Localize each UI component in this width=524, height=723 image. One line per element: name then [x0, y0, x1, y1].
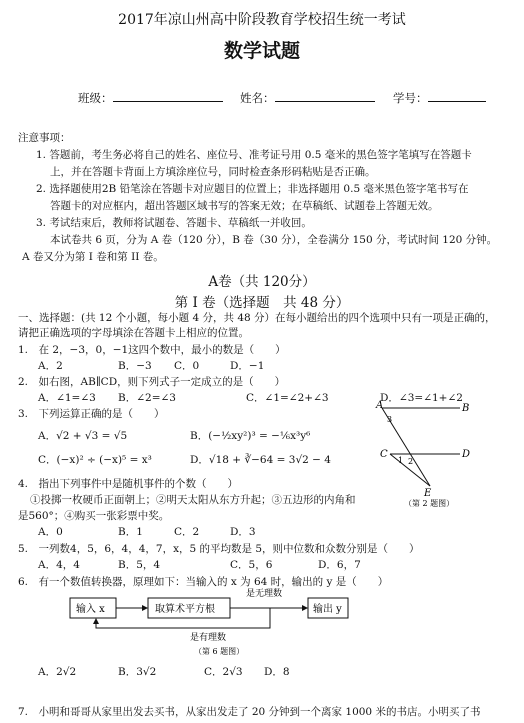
q3-stem: 3. 下列运算正确的是（ ） — [18, 408, 165, 420]
q3-option-c[interactable]: C．(−x)² ÷ (−x)⁵ = x³ — [38, 454, 152, 466]
q4-option-c[interactable]: C．2 — [174, 526, 200, 538]
q5-option-c[interactable]: C．5，6 — [230, 559, 273, 571]
angle-1: 1 — [398, 456, 404, 465]
q5-stem: 5. 一列数4，5，6，4，4，7，x，5 的平均数是 5，则中位数和众数分别是（ ） — [18, 543, 420, 555]
figure-2-caption: （第 2 题图） — [404, 499, 455, 508]
rational-label: 是有理数 — [190, 633, 227, 643]
notice-line-4: 答题卡的对应框内，超出答题区域书写的答案无效；在草稿纸、试题卷上答题无效。 — [50, 200, 439, 212]
q6-option-d[interactable]: D．8 — [264, 666, 290, 678]
notice-line-5: 3. 考试结束后，教师将试题卷、答题卡、草稿纸一并收回。 — [36, 217, 312, 229]
label-a: A — [376, 400, 384, 411]
subject-title: 数学试题 — [223, 40, 300, 62]
sqrt-text: 取算术平方根 — [155, 604, 215, 615]
q5-option-b[interactable]: B．5，4 — [118, 559, 161, 571]
q6-option-c[interactable]: C．2√3 — [204, 666, 243, 678]
q7-stem: 7. 小明和哥哥从家里出发去买书，从家出发走了 20 分钟到一个离家 1000 米的书店。小明买了书 — [18, 706, 481, 718]
notice-line-3: 2. 选择题使用2B 铅笔涂在答题卡对应题目的位置上；非选择题用 0.5 毫米黑色签字笔书写在 — [36, 183, 469, 195]
q2-stem: 2. 如右图，AB∥CD，则下列式子一定成立的是（ ） — [18, 376, 286, 388]
q6-option-a[interactable]: A．2√2 — [38, 666, 77, 678]
id-label: 学号： — [393, 91, 428, 105]
q4-events-2: 是560°；④购买一张彩票中奖。 — [18, 510, 170, 522]
notice-heading: 注意事项： — [18, 132, 71, 144]
q1-option-c[interactable]: C．0 — [174, 360, 200, 372]
q6-stem: 6. 有一个数值转换器，原理如下：当输入的 x 为 64 时，输出的 y 是（ ） — [18, 576, 389, 588]
q5-option-d[interactable]: D．6，7 — [318, 559, 361, 571]
class-field[interactable] — [78, 90, 223, 106]
label-b: B — [462, 403, 470, 414]
notice-line-6: 本试卷共 6 页，分为 A 卷（120 分），B 卷（30 分），全卷满分 150 分，考试时间 120 分钟。 — [50, 234, 498, 246]
q1-option-b[interactable]: B．−3 — [118, 360, 152, 372]
name-field[interactable] — [240, 90, 375, 106]
q2-figure — [368, 396, 508, 508]
section-a-title: A卷（共 120分） — [208, 274, 316, 290]
figure-6-caption: （第 6 题图） — [194, 647, 245, 656]
q5-option-a[interactable]: A．4，4 — [38, 559, 80, 571]
q2-option-d[interactable]: D．∠3=∠1+∠2 — [380, 392, 463, 404]
id-field[interactable] — [393, 90, 486, 106]
input-text: 输入 x — [76, 604, 105, 615]
label-d: D — [462, 449, 471, 460]
label-c: C — [380, 449, 388, 460]
notice-line-7: A 卷又分为第 I 卷和第 II 卷。 — [22, 251, 164, 263]
exam-title: 2017年凉山州高中阶段教育学校招生统一考试 — [118, 12, 406, 28]
q4-option-b[interactable]: B．1 — [118, 526, 143, 538]
q4-option-d[interactable]: D．3 — [230, 526, 256, 538]
class-label: 班级： — [78, 91, 113, 105]
section-intro-1: 一、选择题：(共 12 个小题，每小题 4 分，共 48 分）在每小题给出的四个选项中只有一项是正确的， — [18, 312, 496, 324]
q1-option-d[interactable]: D．−1 — [230, 360, 265, 372]
q4-stem: 4. 指出下列事件中是随机事件的个数（ ） — [18, 478, 239, 490]
q2-option-b[interactable]: B．∠2=∠3 — [118, 392, 176, 404]
q6-option-b[interactable]: B．3√2 — [118, 666, 157, 678]
id-blank[interactable] — [428, 91, 486, 102]
q1-option-a[interactable]: A．2 — [38, 360, 63, 372]
q4-events-1: ①投掷一枚硬币正面朝上；②明天太阳从东方升起；③五边形的内角和 — [30, 494, 356, 506]
name-label: 姓名： — [240, 91, 275, 105]
q1-stem: 1. 在 2，−3，0，−1这四个数中，最小的数是（ ） — [18, 344, 286, 356]
label-e: E — [424, 488, 432, 499]
part-1-title: 第 I 卷（选择题 共 48 分） — [174, 295, 350, 311]
q2-option-a[interactable]: A．∠1=∠3 — [38, 392, 96, 404]
class-blank[interactable] — [113, 91, 223, 102]
q6-flowchart — [60, 588, 360, 660]
section-intro-2: 请把正确选项的字母填涂在答题卡上相应的位置。 — [18, 327, 249, 339]
q2-option-c[interactable]: C．∠1=∠2+∠3 — [246, 392, 329, 404]
angle-2: 2 — [408, 457, 414, 466]
notice-line-1: 1. 答题前，考生务必将自己的姓名、座位号、准考证号用 0.5 毫米的黑色签字笔填写在答题卡 — [36, 149, 472, 161]
irrational-label: 是无理数 — [246, 589, 283, 599]
angle-3: 3 — [387, 415, 393, 424]
name-blank[interactable] — [275, 91, 375, 102]
q3-option-d[interactable]: D．√18 + ∛−64 = 3√2 − 4 — [190, 454, 331, 466]
q3-option-a[interactable]: A．√2 + √3 = √5 — [38, 430, 128, 442]
q3-option-b[interactable]: B．(−½xy²)³ = −⅙x³y⁶ — [190, 430, 311, 442]
notice-line-2: 上，并在答题卡背面上方填涂座位号，同时检查条形码粘贴是否正确。 — [50, 166, 376, 178]
output-text: 输出 y — [313, 604, 342, 615]
q4-option-a[interactable]: A．0 — [38, 526, 63, 538]
